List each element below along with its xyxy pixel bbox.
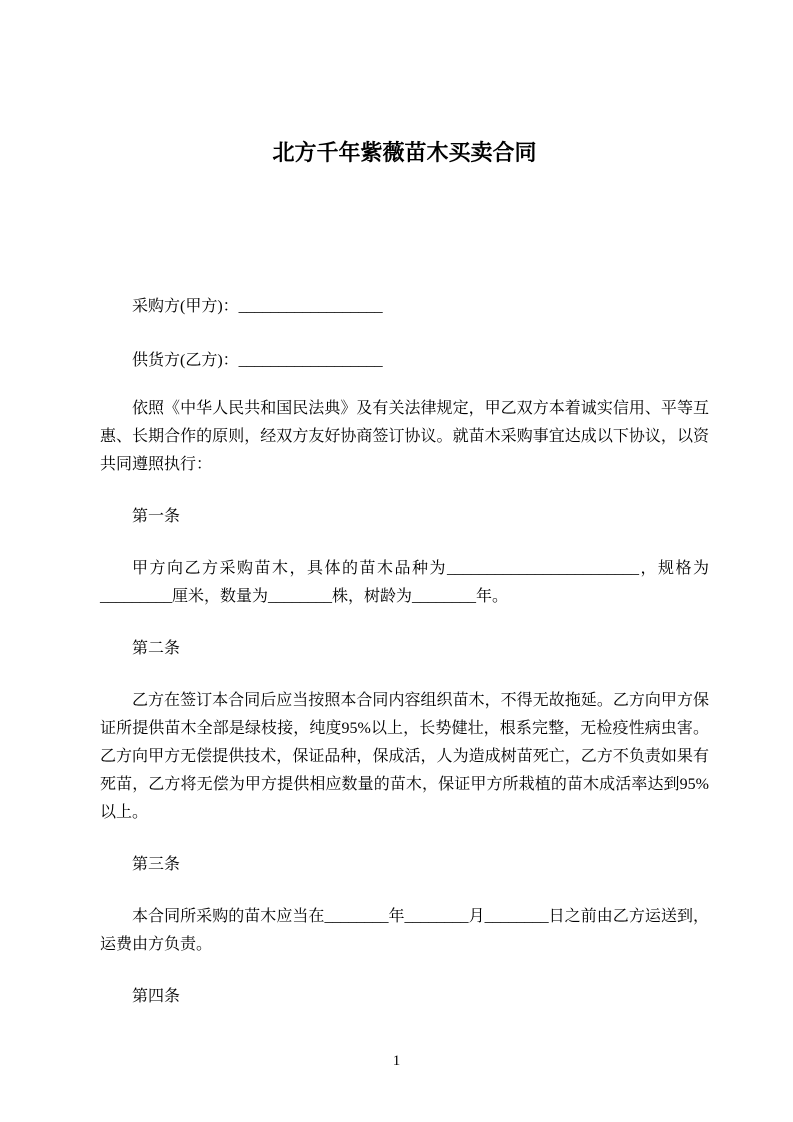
clause-2-heading: 第二条 bbox=[132, 640, 181, 657]
clause-2-body: 乙方在签订本合同后应当按照本合同内容组织苗木，不得无故拖延。乙方向甲方保证所提供苗木全部是绿枝接，纯度95%以上，长势健壮，根系完整，无检疫性病虫害。乙方向甲方无偿提供技术，保证品种，保成活，人为造成树苗死亡，乙方不负责如果有死苗，乙方将无偿为甲方提供相应数量的苗木，保证甲方所栽植的苗木成活率达到95%以上。 bbox=[100, 692, 709, 821]
clause-3-heading: 第三条 bbox=[132, 856, 181, 873]
supplier-blank-field: __________________ bbox=[238, 352, 383, 369]
supplier-label: 供货方(乙方)： bbox=[132, 352, 239, 369]
buyer-field-line bbox=[100, 293, 709, 321]
document-title: 北方千年紫薇苗木买卖合同 bbox=[272, 140, 537, 165]
clause-1-body: 甲方向乙方采购苗木，具体的苗木品种为________________________，规格为_________厘米，数量为________株，树龄为________年。 bbox=[100, 560, 709, 605]
preamble-paragraph: 依照《中华人民共和国民法典》及有关法律规定，甲乙双方本着诚实信用、平等互惠、长期合作的原则，经双方友好协商签订协议。就苗木采购事宜达成以下协议，以资共同遵照执行： bbox=[100, 400, 709, 473]
buyer-blank-field: __________________ bbox=[238, 298, 383, 315]
buyer-label: 采购方(甲方)： bbox=[132, 298, 239, 315]
supplier-field-line bbox=[100, 347, 709, 375]
clause-1-heading: 第一条 bbox=[132, 508, 181, 525]
clause-4-heading: 第四条 bbox=[132, 988, 181, 1005]
clause-3-body: 本合同所采购的苗木应当在________年________月________日之前由乙方运送到，运费由方负责。 bbox=[100, 908, 709, 953]
page-number: 1 bbox=[392, 1053, 401, 1069]
